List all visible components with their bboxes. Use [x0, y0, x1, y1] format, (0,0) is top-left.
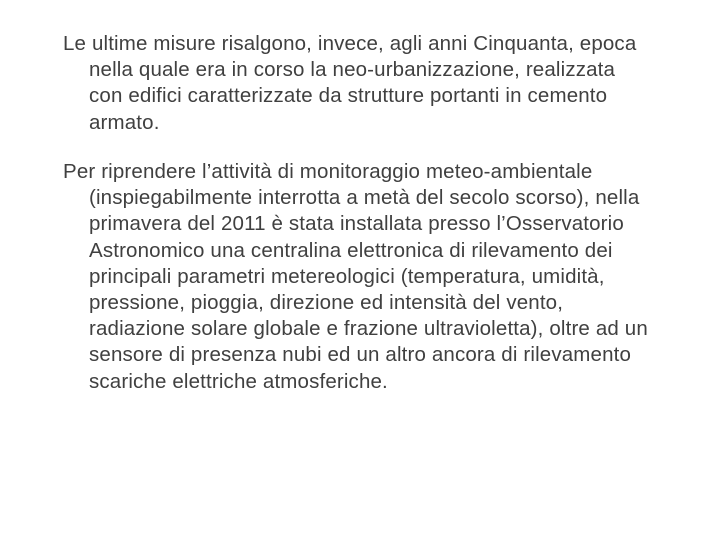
text-line: principali parametri metereologici (temperatura, umidità, [89, 264, 605, 288]
paragraph-weather-station [63, 159, 720, 395]
text-line: Le ultime misure risalgono, invece, agli anni Cinquanta, epoca [63, 32, 637, 55]
text-line: con edifici caratterizzate da strutture portanti in cemento [89, 84, 608, 108]
text-line: primavera del 2011 è stata installata presso l’Osservatorio [89, 212, 624, 236]
text-line: (inspiegabilmente interrotta a metà del secolo scorso), nella [89, 186, 640, 210]
text-line: pressione, pioggia, direzione ed intensità del vento, [89, 291, 564, 315]
text-line: nella quale era in corso la neo-urbanizzazione, realizzata [89, 58, 616, 82]
paragraph-historical-measurements [63, 31, 720, 136]
text-line: armato. [89, 110, 160, 134]
text-line: Per riprendere l’attività di monitoraggio meteo-ambientale [63, 160, 593, 183]
text-line: scariche elettriche atmosferiche. [89, 369, 388, 393]
text-line: radiazione solare globale e frazione ultravioletta), oltre ad un [89, 317, 648, 341]
text-line: sensore di presenza nubi ed un altro ancora di rilevamento [89, 343, 632, 367]
text-line: Astronomico una centralina elettronica di rilevamento dei [89, 238, 613, 262]
